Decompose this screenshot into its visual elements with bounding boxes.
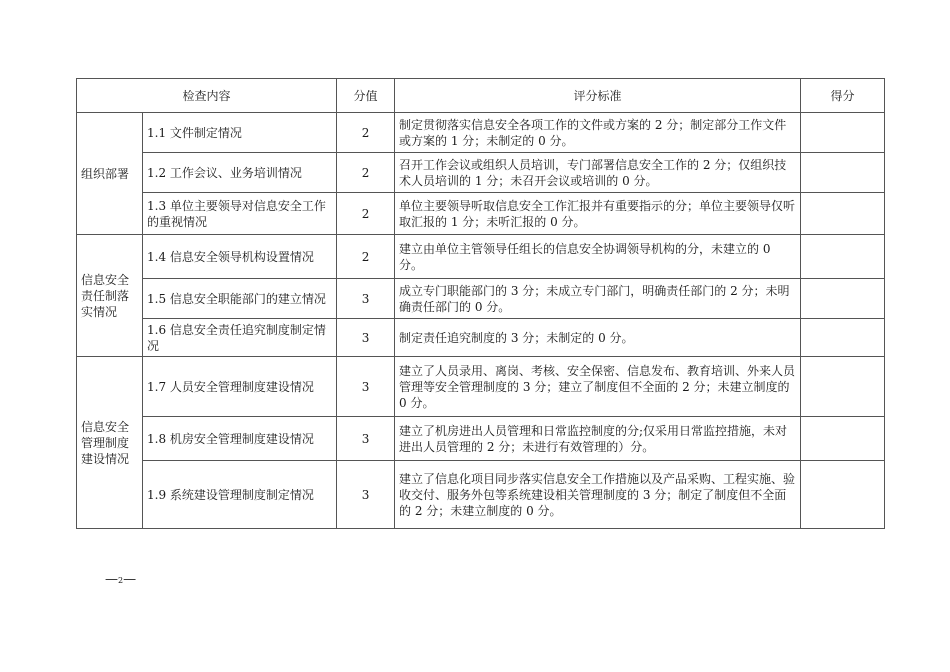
footer-dash-left: — [105,572,118,587]
item-cell [143,153,337,193]
item-label: 1.9 系统建设管理制度制定情况 [147,487,314,502]
item-label: 1.8 机房安全管理制度建设情况 [147,431,314,446]
criteria-cell: 单位主要领导听取信息安全工作汇报并有重要指示的分；单位主要领导仅听取汇报的 1 分；未听汇报的 0 分。 [395,193,801,235]
header-criteria: 评分标准 [395,79,801,113]
points-cell: 3 [337,417,395,461]
table-row [77,279,885,319]
score-cell[interactable] [801,235,885,279]
points-cell: 2 [337,153,395,193]
header-content: 检查内容 [77,79,337,113]
page-footer [105,572,136,587]
table-row [77,235,885,279]
table-row [77,113,885,153]
criteria-cell: 制定责任追究制度的 3 分；未制定的 0 分。 [395,319,801,357]
points-cell: 3 [337,279,395,319]
table-row [77,153,885,193]
points-cell: 2 [337,193,395,235]
criteria-cell: 建立由单位主管领导任组长的信息安全协调领导机构的分，未建立的 0 分。 [395,235,801,279]
table-row [77,357,885,417]
item-cell [143,279,337,319]
table-row [77,319,885,357]
header-score: 得分 [801,79,885,113]
item-cell [143,193,337,235]
page-number: 2 [118,576,124,585]
item-label: 1.1 文件制定情况 [147,125,242,140]
footer-dash-right: — [123,572,137,587]
item-cell [143,417,337,461]
item-label: 1.3 单位主要领导对信息安全工作的重视情况 [147,198,326,229]
score-cell[interactable] [801,153,885,193]
category-cell: 信息安全责任制落实情况 [77,235,143,357]
criteria-cell: 建立了人员录用、离岗、考核、安全保密、信息发布、教育培训、外来人员管理等安全管理制度的 3 分；建立了制度但不全面的 2 分；未建立制度的 0 分。 [395,357,801,417]
criteria-cell: 召开工作会议或组织人员培训，专门部署信息安全工作的 2 分；仅组织技术人员培训的 1 分；未召开会议或培训的 0 分。 [395,153,801,193]
score-cell[interactable] [801,279,885,319]
item-cell [143,235,337,279]
category-cell: 组织部署 [77,113,143,235]
score-cell[interactable] [801,113,885,153]
item-label: 1.2 工作会议、业务培训情况 [147,165,302,180]
scoring-table [76,78,885,529]
item-label: 1.4 信息安全领导机构设置情况 [147,249,314,264]
item-cell [143,357,337,417]
points-cell: 2 [337,113,395,153]
points-cell: 3 [337,461,395,529]
table-row [77,461,885,529]
points-cell: 2 [337,235,395,279]
table-row [77,193,885,235]
criteria-cell: 建立了信息化项目同步落实信息安全工作措施以及产品采购、工程实施、验收交付、服务外包等系统建设相关管理制度的 3 分；制定了制度但不全面的 2 分；未建立制度的 0 分。 [395,461,801,529]
item-label: 1.7 人员安全管理制度建设情况 [147,379,314,394]
score-cell[interactable] [801,319,885,357]
item-label: 1.6 信息安全责任追究制度制定情况 [147,322,326,353]
score-cell[interactable] [801,357,885,417]
score-cell[interactable] [801,461,885,529]
category-cell: 信息安全管理制度建设情况 [77,357,143,529]
criteria-cell: 建立了机房进出人员管理和日常监控制度的分;仅采用日常监控措施，未对进出人员管理的 2 分；未进行有效管理的）分。 [395,417,801,461]
table-row [77,417,885,461]
item-label: 1.5 信息安全职能部门的建立情况 [147,291,326,306]
item-cell [143,319,337,357]
criteria-cell: 制定贯彻落实信息安全各项工作的文件或方案的 2 分；制定部分工作文件或方案的 1 分；未制定的 0 分。 [395,113,801,153]
score-cell[interactable] [801,193,885,235]
points-cell: 3 [337,319,395,357]
score-cell[interactable] [801,417,885,461]
header-points: 分值 [337,79,395,113]
item-cell [143,113,337,153]
table-header-row [77,79,885,113]
points-cell: 3 [337,357,395,417]
criteria-cell: 成立专门职能部门的 3 分；未成立专门部门，明确责任部门的 2 分；未明确责任部门的 0 分。 [395,279,801,319]
item-cell [143,461,337,529]
